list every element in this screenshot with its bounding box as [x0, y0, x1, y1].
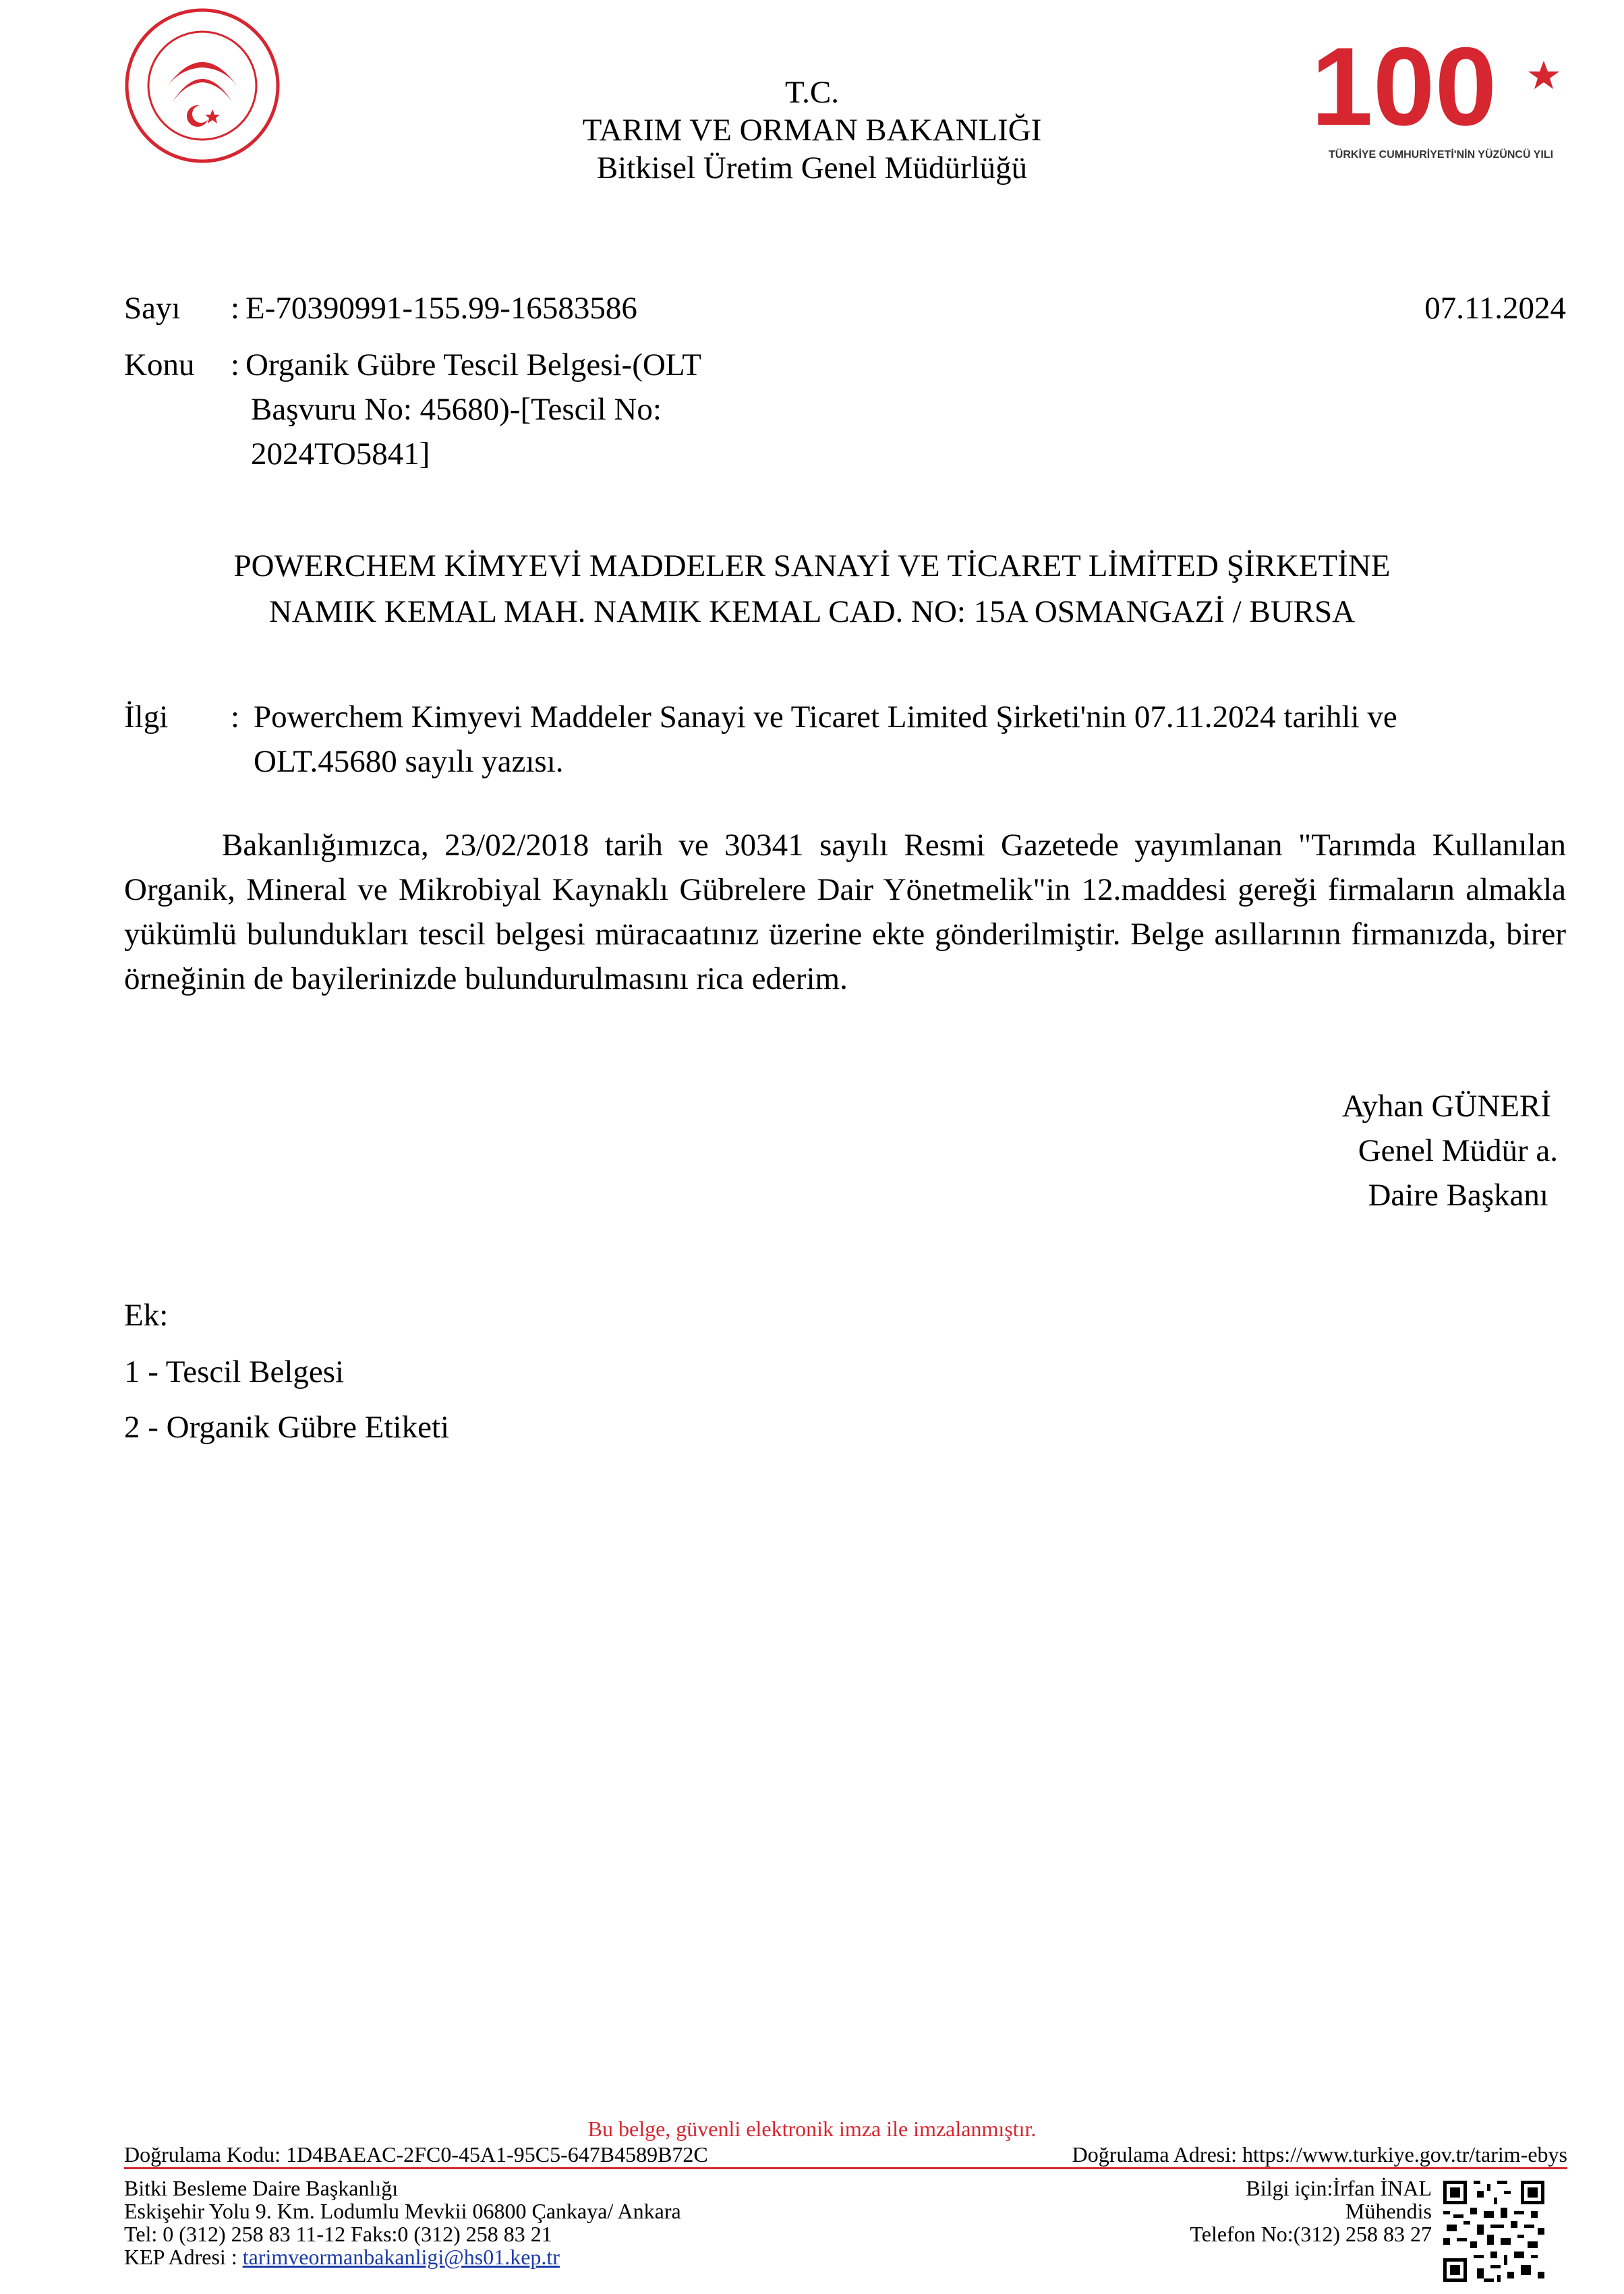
body-paragraph: Bakanlığımızca, 23/02/2018 tarih ve 30341 sayılı Resmi Gazetede yayımlanan "Tarımda Kullanılan Organik, Mineral ve Mikrobiyal Kaynaklı Gübrelere Dair Yönetmelik"in 12.maddesi gereği firmaların almakla yükümlü bulundukları tescil belgesi müracaatınız üzerine ekte gönderilmiştir. Belge asıllarının firmanızda, birer örneğinin de bayilerinizde bulundurulmasını rica ederim. — [124, 828, 1566, 996]
ilgi-colon: : — [231, 699, 240, 735]
esign-notice: Bu belge, güvenli elektronik imza ile imzalanmıştır. — [587, 2117, 1037, 2141]
signer-title-1: Genel Müdür a. — [1358, 1133, 1558, 1168]
attachment-item-2: 2 - Organik Gübre Etiketi — [124, 1410, 450, 1445]
konu-line-3: 2024TO5841] — [251, 436, 430, 471]
contact-title: Mühendis — [1345, 2199, 1432, 2223]
qr-code-icon — [1440, 2177, 1548, 2285]
footer-address: Eskişehir Yolu 9. Km. Lodumlu Mevkii 06800 Çankaya/ Ankara — [124, 2199, 681, 2223]
konu-line-1: Organik Gübre Tescil Belgesi-(OLT — [245, 347, 701, 382]
recipient-address: NAMIK KEMAL MAH. NAMIK KEMAL CAD. NO: 15A OSMANGAZİ / BURSA — [268, 594, 1356, 629]
header-tc: T.C. — [784, 75, 840, 110]
header-ministry: TARIM VE ORMAN BAKANLIĞI — [582, 113, 1042, 148]
attachment-item-1: 1 - Tescil Belgesi — [124, 1354, 345, 1389]
footer-dept: Bitki Besleme Daire Başkanlığı — [124, 2176, 399, 2200]
centenary-caption: TÜRKİYE CUMHURİYETİ'NİN YÜZÜNCÜ YILI — [1329, 149, 1554, 161]
footer-kep — [124, 2246, 560, 2268]
kep-email-link[interactable]: tarimveormanbakanligi@hs01.kep.tr — [242, 2245, 560, 2269]
contact-phone: Telefon No:(312) 258 83 27 — [1190, 2222, 1432, 2246]
kep-label: KEP Adresi : — [124, 2245, 243, 2269]
sayi-colon: : — [231, 291, 240, 326]
ilgi-line-1: Powerchem Kimyevi Maddeler Sanayi ve Ticaret Limited Şirketi'nin 07.11.2024 tarihli ve — [254, 699, 1397, 735]
logo-number-text: 100 — [1311, 34, 1497, 135]
footer-tel: Tel: 0 (312) 258 83 11-12 Faks:0 (312) 258 83 21 — [124, 2222, 552, 2246]
header-directorate: Bitkisel Üretim Genel Müdürlüğü — [596, 150, 1028, 185]
attachments-label: Ek: — [124, 1298, 169, 1333]
konu-label: Konu — [124, 347, 195, 382]
konu-line-2: Başvuru No: 45680)-[Tescil No: — [251, 392, 662, 427]
footer-divider — [124, 2167, 1567, 2169]
sayi-label: Sayı — [124, 291, 181, 326]
recipient-name: POWERCHEM KİMYEVİ MADDELER SANAYİ VE TİCARET LİMİTED ŞİRKETİNE — [233, 548, 1391, 583]
contact-name: Bilgi için:İrfan İNAL — [1246, 2176, 1432, 2200]
verification-address: Doğrulama Adresi: https://www.turkiye.gov.tr/tarim-ebys — [1072, 2142, 1567, 2167]
sayi-value: E-70390991-155.99-16583586 — [245, 291, 637, 326]
konu-colon: : — [231, 347, 240, 382]
signer-name: Ayhan GÜNERİ — [1341, 1089, 1551, 1124]
ilgi-label: İlgi — [124, 699, 169, 735]
verification-code: Doğrulama Kodu: 1D4BAEAC-2FC0-45A1-95C5-647B4589B72C — [124, 2142, 708, 2167]
document-date: 07.11.2024 — [1424, 291, 1566, 326]
ilgi-line-2: OLT.45680 sayılı yazısı. — [254, 744, 564, 779]
signer-title-2: Daire Başkanı — [1368, 1178, 1548, 1213]
